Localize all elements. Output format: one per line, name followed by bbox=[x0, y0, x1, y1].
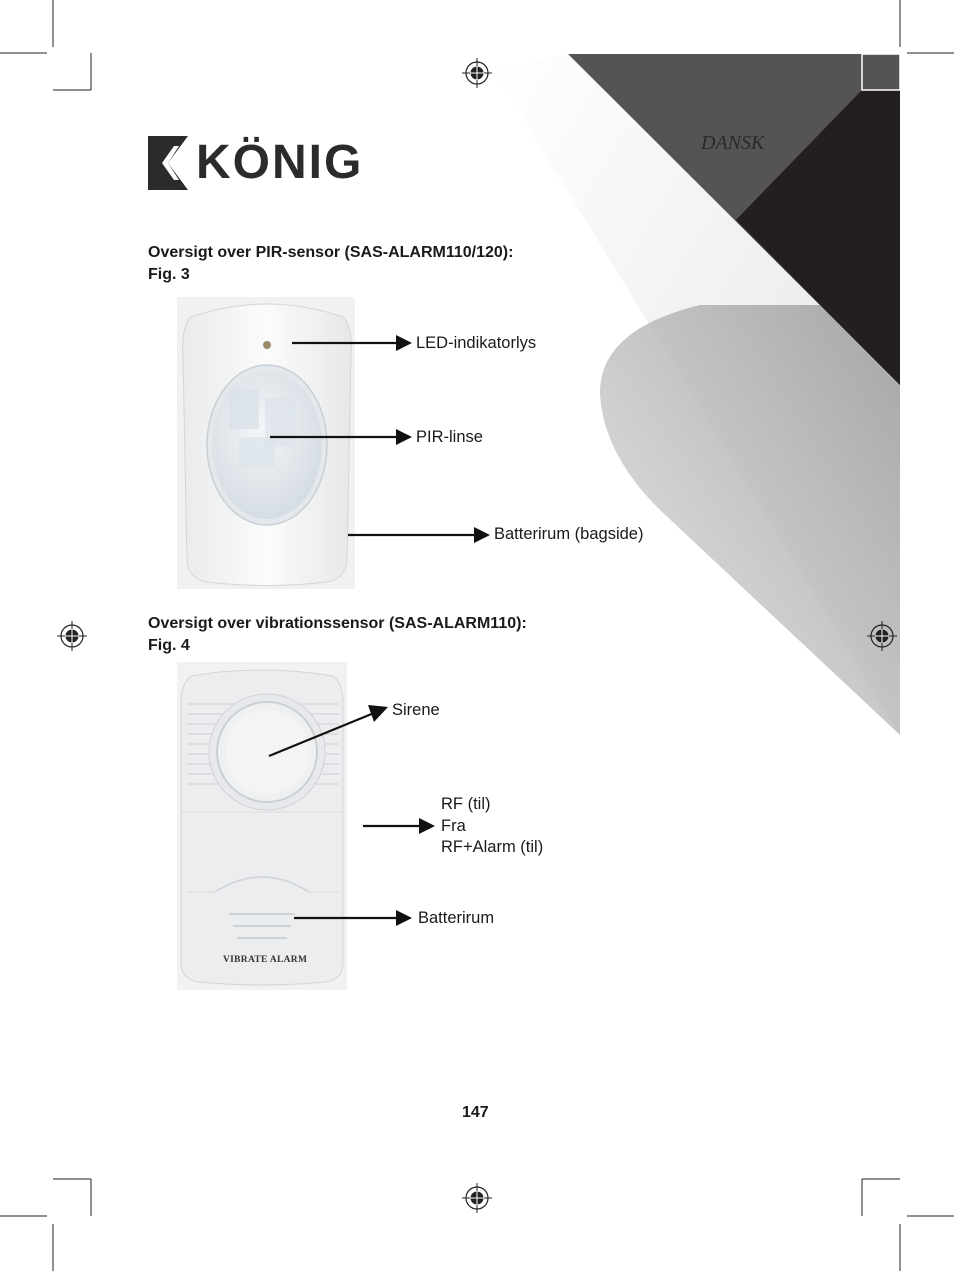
callout-battery: Batterirum bbox=[418, 909, 495, 927]
arrow-right-icon bbox=[290, 333, 412, 353]
page-number: 147 bbox=[462, 1104, 489, 1121]
registration-mark-icon bbox=[867, 621, 897, 651]
switch-option-rf-alarm: RF+Alarm (til) bbox=[441, 838, 544, 856]
konig-logo-icon bbox=[148, 136, 188, 190]
device-label: VIBRATE ALARM bbox=[223, 955, 308, 965]
figure-label: Fig. 3 bbox=[148, 266, 190, 283]
callout-led: LED-indikatorlys bbox=[416, 334, 537, 352]
callout-sirene: Sirene bbox=[392, 701, 440, 719]
brand-name: KÖNIG bbox=[196, 136, 364, 189]
section-title: Oversigt over vibrationssensor (SAS-ALARM110): bbox=[148, 615, 527, 632]
switch-option-off: Fra bbox=[441, 816, 466, 835]
arrow-right-icon bbox=[268, 427, 412, 447]
konig-logo bbox=[148, 136, 364, 192]
registration-mark-icon bbox=[462, 1183, 492, 1213]
registration-mark-icon bbox=[57, 621, 87, 651]
arrow-right-icon bbox=[266, 700, 390, 760]
arrow-right-icon bbox=[361, 816, 435, 836]
switch-option-rf: RF (til) bbox=[441, 795, 491, 813]
callout-pir-lens: PIR-linse bbox=[416, 428, 483, 446]
callout-switch bbox=[441, 794, 543, 859]
registration-mark-icon bbox=[462, 58, 492, 88]
arrow-right-icon bbox=[292, 908, 412, 928]
language-label: DANSK bbox=[701, 132, 765, 154]
callout-battery-back: Batterirum (bagside) bbox=[494, 525, 644, 543]
arrow-right-icon bbox=[346, 525, 490, 545]
section-title: Oversigt over PIR-sensor (SAS-ALARM110/120): bbox=[148, 244, 514, 261]
figure-label: Fig. 4 bbox=[148, 637, 190, 654]
